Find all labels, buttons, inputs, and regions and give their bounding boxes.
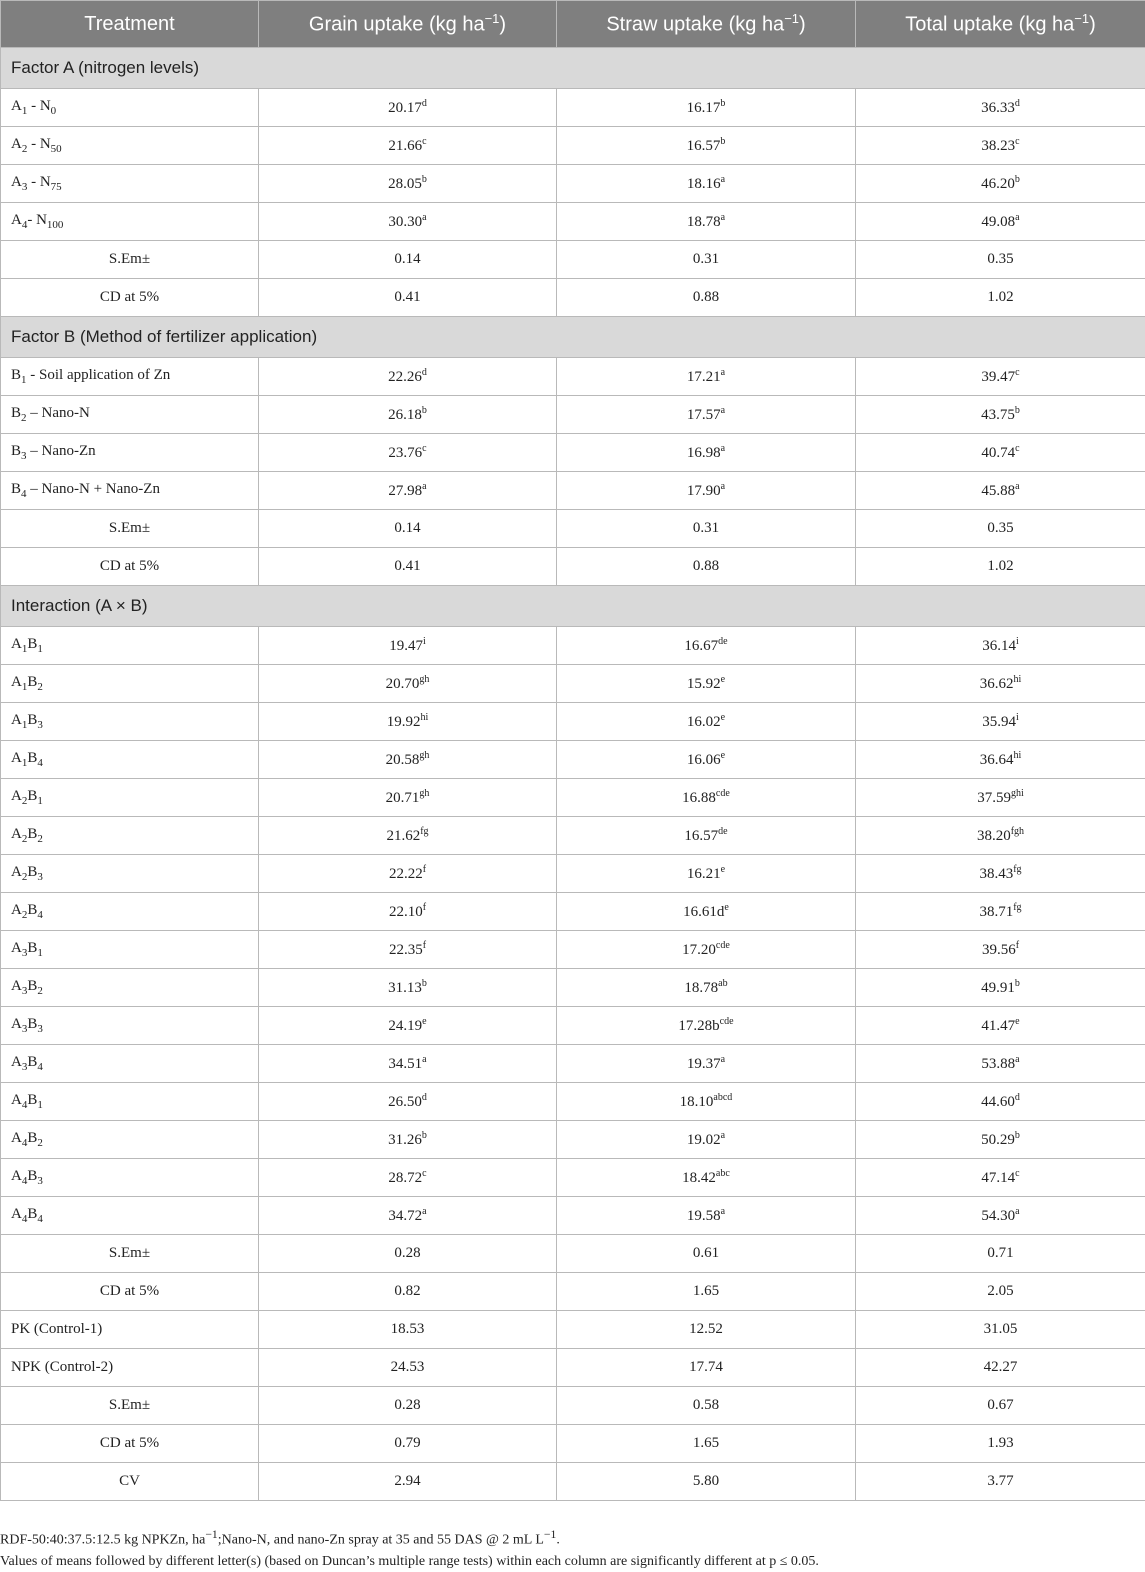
grain-uptake-cell: 20.58$^{gh}$ [259, 741, 557, 779]
treatment-cell: S.Em± [1, 1235, 259, 1273]
total-uptake-cell: 0.67 [856, 1387, 1145, 1425]
treatment-cell: S.Em± [1, 510, 259, 548]
table-row [1, 472, 1145, 510]
straw-uptake-cell: 16.67de [557, 627, 856, 665]
control-row [1, 1311, 1145, 1349]
table-row [1, 969, 1145, 1007]
table-row [1, 665, 1145, 703]
table-row [1, 779, 1145, 817]
straw-uptake-cell: 0.88 [557, 548, 856, 586]
table-row [1, 89, 1145, 127]
stat-row [1, 1425, 1145, 1463]
grain-uptake-cell: 21.62$^{fg}$ [259, 817, 557, 855]
total-uptake-cell: $36.64^{hi}$ [856, 741, 1145, 779]
header-total-uptake: Total uptake (kg $ha^{-1}$) [856, 1, 1145, 48]
treatment-cell: $A_4B_2$ [1, 1121, 259, 1159]
treatment-cell: $A_4B_3$ [1, 1159, 259, 1197]
grain-uptake-cell: 0.14 [259, 241, 557, 279]
straw-uptake-cell: 16.21e [557, 855, 856, 893]
total-uptake-cell: 54.30$^a$ [856, 1197, 1145, 1235]
grain-uptake-cell: 34.72$^a$ [259, 1197, 557, 1235]
treatment-cell: $A_3B_4$ [1, 1045, 259, 1083]
table-row [1, 741, 1145, 779]
total-uptake-cell: $36.62^{hi}$ [856, 665, 1145, 703]
table-row [1, 127, 1145, 165]
grain-uptake-cell: 34.51$^a$ [259, 1045, 557, 1083]
total-uptake-cell: 47.14$^c$ [856, 1159, 1145, 1197]
grain-uptake-cell: $19.92^{hi}$ [259, 703, 557, 741]
section-factor-a [1, 48, 1145, 89]
total-uptake-cell: 36.14$^i$ [856, 627, 1145, 665]
straw-uptake-cell: $18.10^{abcd}$ [557, 1083, 856, 1121]
grain-uptake-cell: 21.66$^c$ [259, 127, 557, 165]
treatment-cell: CD at 5% [1, 1425, 259, 1463]
treatment-cell: $A_4B_4$ [1, 1197, 259, 1235]
straw-uptake-cell: 17.90$^a$ [557, 472, 856, 510]
straw-uptake-cell: 0.31 [557, 510, 856, 548]
treatment-cell: CV [1, 1463, 259, 1501]
treatment-cell: $A_2B_4$ [1, 893, 259, 931]
stat-row [1, 241, 1145, 279]
grain-uptake-cell: 20.70$^{gh}$ [259, 665, 557, 703]
table-row [1, 1083, 1145, 1121]
treatment-cell: $A_2B_1$ [1, 779, 259, 817]
grain-uptake-cell: 20.17$^d$ [259, 89, 557, 127]
total-uptake-cell: 41.47e [856, 1007, 1145, 1045]
total-uptake-cell: 36.33$^d$ [856, 89, 1145, 127]
straw-uptake-cell: $16.61d^e$ [557, 893, 856, 931]
straw-uptake-cell: 17.21$^a$ [557, 358, 856, 396]
grain-uptake-cell: 27.98$^a$ [259, 472, 557, 510]
total-uptake-cell: 0.35 [856, 510, 1145, 548]
section-title: Factor A (nitrogen levels) [1, 48, 1145, 89]
grain-uptake-cell: 0.14 [259, 510, 557, 548]
straw-uptake-cell: 17.74 [557, 1349, 856, 1387]
total-uptake-cell: 53.88$^a$ [856, 1045, 1145, 1083]
grain-uptake-cell: 22.10$^f$ [259, 893, 557, 931]
footnote-significance: Values of means followed by different letter(s) (based on Duncan’s multiple range tests) within each column are significantly different at p ≤ 0.05. [0, 1551, 1145, 1572]
treatment-cell: $B_1$ - Soil application of Zn [1, 358, 259, 396]
grain-uptake-cell: 22.26$^d$ [259, 358, 557, 396]
table-row [1, 627, 1145, 665]
grain-uptake-cell: 31.26$^b$ [259, 1121, 557, 1159]
table-row [1, 1045, 1145, 1083]
treatment-cell: $A_3 - N_{75}$ [1, 165, 259, 203]
grain-uptake-cell: 28.72$^c$ [259, 1159, 557, 1197]
control-row [1, 1349, 1145, 1387]
treatment-cell: $A_3B_3$ [1, 1007, 259, 1045]
straw-uptake-cell: 18.16$^a$ [557, 165, 856, 203]
treatment-cell: $A_1B_2$ [1, 665, 259, 703]
section-factor-b [1, 317, 1145, 358]
total-uptake-cell: 1.02 [856, 279, 1145, 317]
treatment-cell: $A_3B_1$ [1, 931, 259, 969]
total-uptake-cell: 0.71 [856, 1235, 1145, 1273]
treatment-cell: $A_2 - N_{50}$ [1, 127, 259, 165]
straw-uptake-cell: 12.52 [557, 1311, 856, 1349]
grain-uptake-cell: 19.47$^i$ [259, 627, 557, 665]
straw-uptake-cell: 16.57$^b$ [557, 127, 856, 165]
grain-uptake-cell: 28.05$^b$ [259, 165, 557, 203]
straw-uptake-cell: 17.20$^{cde}$ [557, 931, 856, 969]
treatment-cell: CD at 5% [1, 279, 259, 317]
straw-uptake-cell: 0.31 [557, 241, 856, 279]
straw-uptake-cell: 18.78$^a$ [557, 203, 856, 241]
grain-uptake-cell: 20.71$^{gh}$ [259, 779, 557, 817]
treatment-cell: $A_4-$ $N_{100}$ [1, 203, 259, 241]
treatment-cell: $A_1B_1$ [1, 627, 259, 665]
total-uptake-cell: 49.91$^b$ [856, 969, 1145, 1007]
straw-uptake-cell: 18.78$^{ab}$ [557, 969, 856, 1007]
treatment-cell: S.Em± [1, 241, 259, 279]
treatment-cell: $B_4$ – Nano-N + Nano-Zn [1, 472, 259, 510]
treatment-cell: $B_3$ – Nano-Zn [1, 434, 259, 472]
grain-uptake-cell: 22.35$^f$ [259, 931, 557, 969]
stat-row [1, 510, 1145, 548]
grain-uptake-cell: 18.53 [259, 1311, 557, 1349]
total-uptake-cell: 46.20$^b$ [856, 165, 1145, 203]
grain-uptake-cell: 0.79 [259, 1425, 557, 1463]
table-row [1, 1197, 1145, 1235]
section-title: Interaction (A × B) [1, 586, 1145, 627]
header-grain-uptake: Grain uptake (kg $ha^{-1}$) [259, 1, 557, 48]
straw-uptake-cell: 19.58$^a$ [557, 1197, 856, 1235]
grain-uptake-cell: 26.18$^b$ [259, 396, 557, 434]
table-row [1, 203, 1145, 241]
stat-row [1, 1273, 1145, 1311]
straw-uptake-cell: 16.98$^a$ [557, 434, 856, 472]
treatment-cell: $A_1B_3$ [1, 703, 259, 741]
total-uptake-cell: 39.56$^f$ [856, 931, 1145, 969]
grain-uptake-cell: 0.41 [259, 279, 557, 317]
total-uptake-cell: 39.47$^c$ [856, 358, 1145, 396]
total-uptake-cell: 1.93 [856, 1425, 1145, 1463]
straw-uptake-cell: $17.28b^{cde}$ [557, 1007, 856, 1045]
straw-uptake-cell: 17.57$^a$ [557, 396, 856, 434]
total-uptake-cell: 44.60$^d$ [856, 1083, 1145, 1121]
straw-uptake-cell: 18.42$^{abc}$ [557, 1159, 856, 1197]
grain-uptake-cell: 30.30$^a$ [259, 203, 557, 241]
total-uptake-cell: 38.71$^{fg}$ [856, 893, 1145, 931]
treatment-cell: $A_2B_3$ [1, 855, 259, 893]
straw-uptake-cell: 5.80 [557, 1463, 856, 1501]
straw-uptake-cell: 1.65 [557, 1425, 856, 1463]
table-row [1, 1007, 1145, 1045]
grain-uptake-cell: 0.28 [259, 1387, 557, 1425]
table-row [1, 931, 1145, 969]
table-row [1, 1121, 1145, 1159]
total-uptake-cell: 35.94$^i$ [856, 703, 1145, 741]
treatment-cell: NPK (Control-2) [1, 1349, 259, 1387]
total-uptake-cell: 38.20$^{fgh}$ [856, 817, 1145, 855]
grain-uptake-cell: 0.28 [259, 1235, 557, 1273]
grain-uptake-cell: 0.41 [259, 548, 557, 586]
stat-row [1, 548, 1145, 586]
grain-uptake-cell: 2.94 [259, 1463, 557, 1501]
total-uptake-cell: 31.05 [856, 1311, 1145, 1349]
stat-row [1, 1463, 1145, 1501]
treatment-cell: $A_1 - N_0$ [1, 89, 259, 127]
table-row [1, 165, 1145, 203]
straw-uptake-cell: 16.02e [557, 703, 856, 741]
straw-uptake-cell: 19.02$^a$ [557, 1121, 856, 1159]
treatment-cell: S.Em± [1, 1387, 259, 1425]
table-row [1, 817, 1145, 855]
treatment-cell: CD at 5% [1, 548, 259, 586]
total-uptake-cell: 2.05 [856, 1273, 1145, 1311]
table-header [1, 1, 1145, 48]
total-uptake-cell: 3.77 [856, 1463, 1145, 1501]
total-uptake-cell: 38.23$^c$ [856, 127, 1145, 165]
table-row [1, 358, 1145, 396]
grain-uptake-cell: 22.22$^f$ [259, 855, 557, 893]
treatment-cell: $A_2B_2$ [1, 817, 259, 855]
treatment-cell: $A_4B_1$ [1, 1083, 259, 1121]
stat-row [1, 279, 1145, 317]
total-uptake-cell: $37.59^{ghi}$ [856, 779, 1145, 817]
stat-row [1, 1235, 1145, 1273]
grain-uptake-cell: 24.19e [259, 1007, 557, 1045]
total-uptake-cell: 45.88$^a$ [856, 472, 1145, 510]
table-row [1, 703, 1145, 741]
table-body [1, 48, 1145, 1501]
header-treatment: Treatment [1, 1, 259, 48]
total-uptake-cell: 40.74$^c$ [856, 434, 1145, 472]
straw-uptake-cell: 16.88$^{cde}$ [557, 779, 856, 817]
treatment-cell: CD at 5% [1, 1273, 259, 1311]
header-straw-uptake: Straw uptake (kg $ha^{-1}$) [557, 1, 856, 48]
treatment-cell: $A_3B_2$ [1, 969, 259, 1007]
treatment-cell: PK (Control-1) [1, 1311, 259, 1349]
straw-uptake-cell: 0.61 [557, 1235, 856, 1273]
grain-uptake-cell: 24.53 [259, 1349, 557, 1387]
straw-uptake-cell: 0.88 [557, 279, 856, 317]
section-title: Factor B (Method of fertilizer application) [1, 317, 1145, 358]
header-row [1, 1, 1145, 48]
total-uptake-cell: 1.02 [856, 548, 1145, 586]
total-uptake-cell: 42.27 [856, 1349, 1145, 1387]
total-uptake-cell: 43.75$^b$ [856, 396, 1145, 434]
grain-uptake-cell: 23.76$^c$ [259, 434, 557, 472]
table-row [1, 893, 1145, 931]
footnote-rdf: RDF-50:40:37.5:12.5 kg NPKZn, $ha^{-1};Nano-N$, and nano-Zn spray at 35 and 55 DAS @ 2 mL $L^{-1}$. [0, 1524, 1145, 1551]
straw-uptake-cell: 16.17$^b$ [557, 89, 856, 127]
straw-uptake-cell: 16.06e [557, 741, 856, 779]
treatment-cell: $B_2$ – Nano-N [1, 396, 259, 434]
straw-uptake-cell: 16.57de [557, 817, 856, 855]
table-row [1, 1159, 1145, 1197]
total-uptake-cell: 38.43$^{fg}$ [856, 855, 1145, 893]
grain-uptake-cell: 31.13$^b$ [259, 969, 557, 1007]
straw-uptake-cell: 0.58 [557, 1387, 856, 1425]
table-row [1, 855, 1145, 893]
straw-uptake-cell: 19.37$^a$ [557, 1045, 856, 1083]
grain-uptake-cell: 0.82 [259, 1273, 557, 1311]
table-row [1, 434, 1145, 472]
straw-uptake-cell: 1.65 [557, 1273, 856, 1311]
grain-uptake-cell: 26.50$^d$ [259, 1083, 557, 1121]
total-uptake-cell: 49.08$^a$ [856, 203, 1145, 241]
section-interaction [1, 586, 1145, 627]
total-uptake-cell: 50.29$^b$ [856, 1121, 1145, 1159]
table-row [1, 396, 1145, 434]
treatment-cell: $A_1B_4$ [1, 741, 259, 779]
stat-row [1, 1387, 1145, 1425]
straw-uptake-cell: 15.92e [557, 665, 856, 703]
total-uptake-cell: 0.35 [856, 241, 1145, 279]
